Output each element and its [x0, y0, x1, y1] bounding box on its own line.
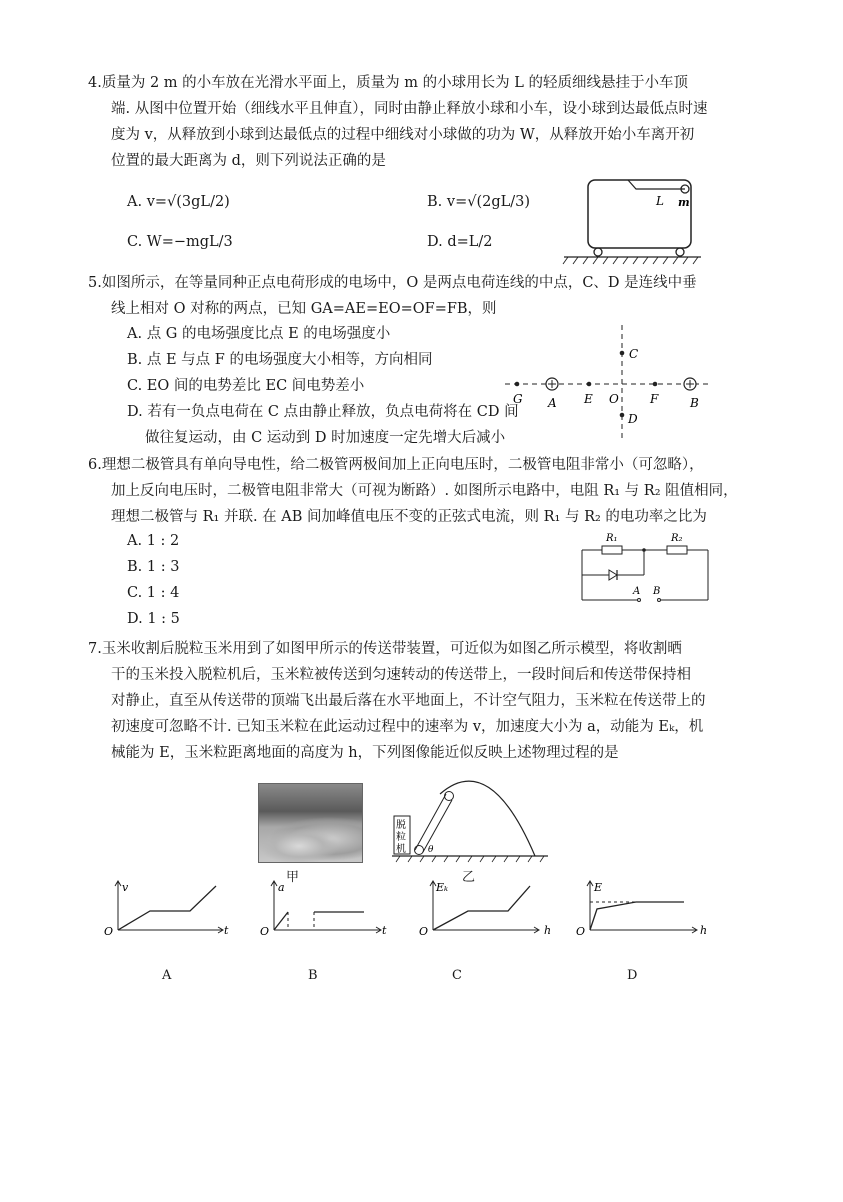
machine-label-2: 粒 — [396, 832, 406, 843]
q5-option-c: C. EO 间的电势差比 EC 间电势差小 — [127, 378, 365, 394]
q4-option-d: D. d=L/2 — [427, 234, 493, 250]
q6-line-1: 6.理想二极管具有单向导电性，给二极管两极间加上正向电压时，二极管电阻非常小（可忽略）， — [88, 457, 704, 473]
q5-option-a: A. 点 G 的电场强度比点 E 的电场强度小 — [127, 326, 391, 342]
label-A-terminal: A — [633, 586, 641, 597]
q7-line-2: 干的玉米投入脱粒机后，玉米粒被传送到匀速转动的传送带上，一段时间后和传送带保持相 — [111, 667, 691, 683]
graph-b-origin: O — [260, 925, 270, 938]
graph-c — [416, 878, 556, 938]
q6-line-3: 理想二极管与 R₁ 并联. 在 AB 间加峰值电压不变的正弦式电流，则 R₁ 与 R₂ 的电功率之比为 — [111, 509, 707, 525]
q6-option-a: A. 1 : 2 — [127, 533, 180, 549]
resistor-R1 — [602, 546, 622, 554]
label-R1: R₁ — [606, 533, 618, 544]
graph-b-x-label: t — [382, 924, 387, 937]
q7-line-3: 对静止，直至从传送带的顶端飞出最后落在水平地面上，不计空气阻力，玉米粒在传送带上的 — [111, 693, 706, 709]
q7-line-4: 初速度可忽略不计. 已知玉米粒在此运动过程中的速率为 v，加速度大小为 a，动能为 Eₖ，机 — [111, 719, 704, 735]
q6-option-d: D. 1 : 5 — [127, 611, 180, 627]
graph-c-y-label: Eₖ — [436, 881, 449, 894]
diode — [609, 570, 617, 580]
label-B: B — [690, 396, 699, 410]
label-O: O — [609, 392, 619, 406]
q7-line-5: 械能为 E，玉米粒距离地面的高度为 h，下列图像能近似反映上述物理过程的是 — [111, 745, 619, 761]
label-G: G — [513, 392, 523, 406]
q7-line-1: 7.玉米收割后脱粒玉米用到了如图甲所示的传送带装置，可近似为如图乙所示模型，将收割晒 — [88, 641, 682, 657]
label-C: C — [629, 347, 639, 361]
right-wheel — [676, 248, 684, 256]
graph-c-caption: C — [452, 968, 462, 983]
point-F — [653, 382, 658, 387]
graph-d-x-label: h — [700, 924, 708, 937]
theta-label: θ — [428, 845, 434, 855]
point-D — [620, 413, 625, 418]
q5-option-b: B. 点 E 与点 F 的电场强度大小相等，方向相同 — [127, 352, 433, 368]
graph-d-origin: O — [576, 925, 586, 938]
terminal-A — [638, 599, 641, 602]
q5-line-1: 5.如图所示，在等量同种正点电荷形成的电场中，O 是两点电荷连线的中点，C、D 是连线中垂 — [88, 275, 697, 291]
machine-label-1: 脱 — [396, 820, 406, 831]
q5-line-2: 线上相对 O 对称的两点，已知 GA=AE=EO=OF=FB，则 — [111, 301, 497, 317]
graph-d-y-label: E — [594, 881, 603, 894]
q4-line-3: 度为 v，从释放到小球到达最低点的过程中细线对小球做的功为 W，从释放开始小车离开初 — [111, 127, 695, 143]
q4-line-2: 端. 从图中位置开始（细线水平且伸直），同时由静止释放小球和小车，设小球到达最低点时速 — [111, 101, 708, 117]
graph-b-ramp — [274, 912, 288, 930]
label-F: F — [650, 392, 659, 406]
point-E — [587, 382, 592, 387]
q6-line-2: 加上反向电压时，二极管电阻非常大（可视为断路）. 如图所示电路中，电阻 R₁ 与 R₂ 阻值相同， — [111, 483, 738, 499]
bottom-roller — [415, 846, 424, 855]
graph-a-caption: A — [162, 968, 172, 983]
question-6 — [88, 452, 738, 530]
label-R2: R₂ — [671, 533, 683, 544]
q4-option-a: A. v=√(3gL/2) — [127, 194, 230, 210]
q4-line-4: 位置的最大距离为 d，则下列说法正确的是 — [111, 153, 386, 169]
graph-d — [574, 878, 714, 938]
point-G — [515, 382, 520, 387]
label-m: m — [678, 196, 690, 209]
cart-body — [588, 180, 691, 248]
fig-jia-label: 甲 — [286, 870, 300, 885]
cart-pendulum-figure — [560, 175, 705, 270]
q6-options — [127, 528, 180, 632]
label-L: L — [656, 194, 664, 208]
ground-hatch — [563, 257, 698, 264]
graph-d-curve — [590, 902, 684, 930]
graph-a — [100, 878, 240, 938]
graph-a-x-label: t — [224, 924, 229, 937]
graph-b-y-label: a — [278, 881, 285, 894]
question-4 — [88, 70, 728, 174]
corn-pile-photo — [258, 783, 363, 863]
point-C — [620, 351, 625, 356]
label-A: A — [548, 396, 557, 410]
q4-option-b: B. v=√(2gL/3) — [427, 194, 531, 210]
diode-circuit-figure — [572, 530, 717, 605]
conveyor-model-figure — [390, 772, 550, 867]
trajectory-curve — [440, 781, 535, 856]
graph-c-x-label: h — [544, 924, 552, 937]
pendulum-string — [628, 180, 685, 189]
question-5 — [88, 270, 728, 322]
graph-c-origin: O — [419, 925, 429, 938]
graph-d-caption: D — [627, 968, 638, 983]
question-7 — [88, 636, 728, 766]
q5-options — [127, 321, 519, 451]
machine-label-3: 机 — [396, 844, 406, 855]
q4-option-c: C. W=−mgL/3 — [127, 234, 233, 250]
top-roller — [445, 792, 454, 801]
graph-a-origin: O — [104, 925, 114, 938]
fig-yi-label: 乙 — [462, 870, 476, 885]
label-E: E — [584, 392, 593, 406]
q6-option-c: C. 1 : 4 — [127, 585, 180, 601]
graph-a-y-label: v — [122, 881, 129, 894]
label-B-terminal: B — [653, 586, 661, 597]
resistor-R2 — [667, 546, 687, 554]
terminal-B — [658, 599, 661, 602]
q5-option-d: D. 若有一负点电荷在 C 点由静止释放，负点电荷将在 CD 间 — [127, 404, 519, 420]
graph-b-caption: B — [308, 968, 318, 983]
q6-option-b: B. 1 : 3 — [127, 559, 180, 575]
q5-option-d-cont: 做往复运动，由 C 运动到 D 时加速度一定先增大后减小 — [145, 430, 506, 446]
q4-line-1: 4.质量为 2 m 的小车放在光滑水平面上，质量为 m 的小球用长为 L 的轻质细线悬挂于小车顶 — [88, 75, 688, 91]
graph-b — [258, 878, 398, 938]
graph-a-curve — [118, 886, 216, 930]
left-wheel — [594, 248, 602, 256]
charge-field-figure — [500, 320, 715, 440]
label-D: D — [628, 412, 638, 426]
